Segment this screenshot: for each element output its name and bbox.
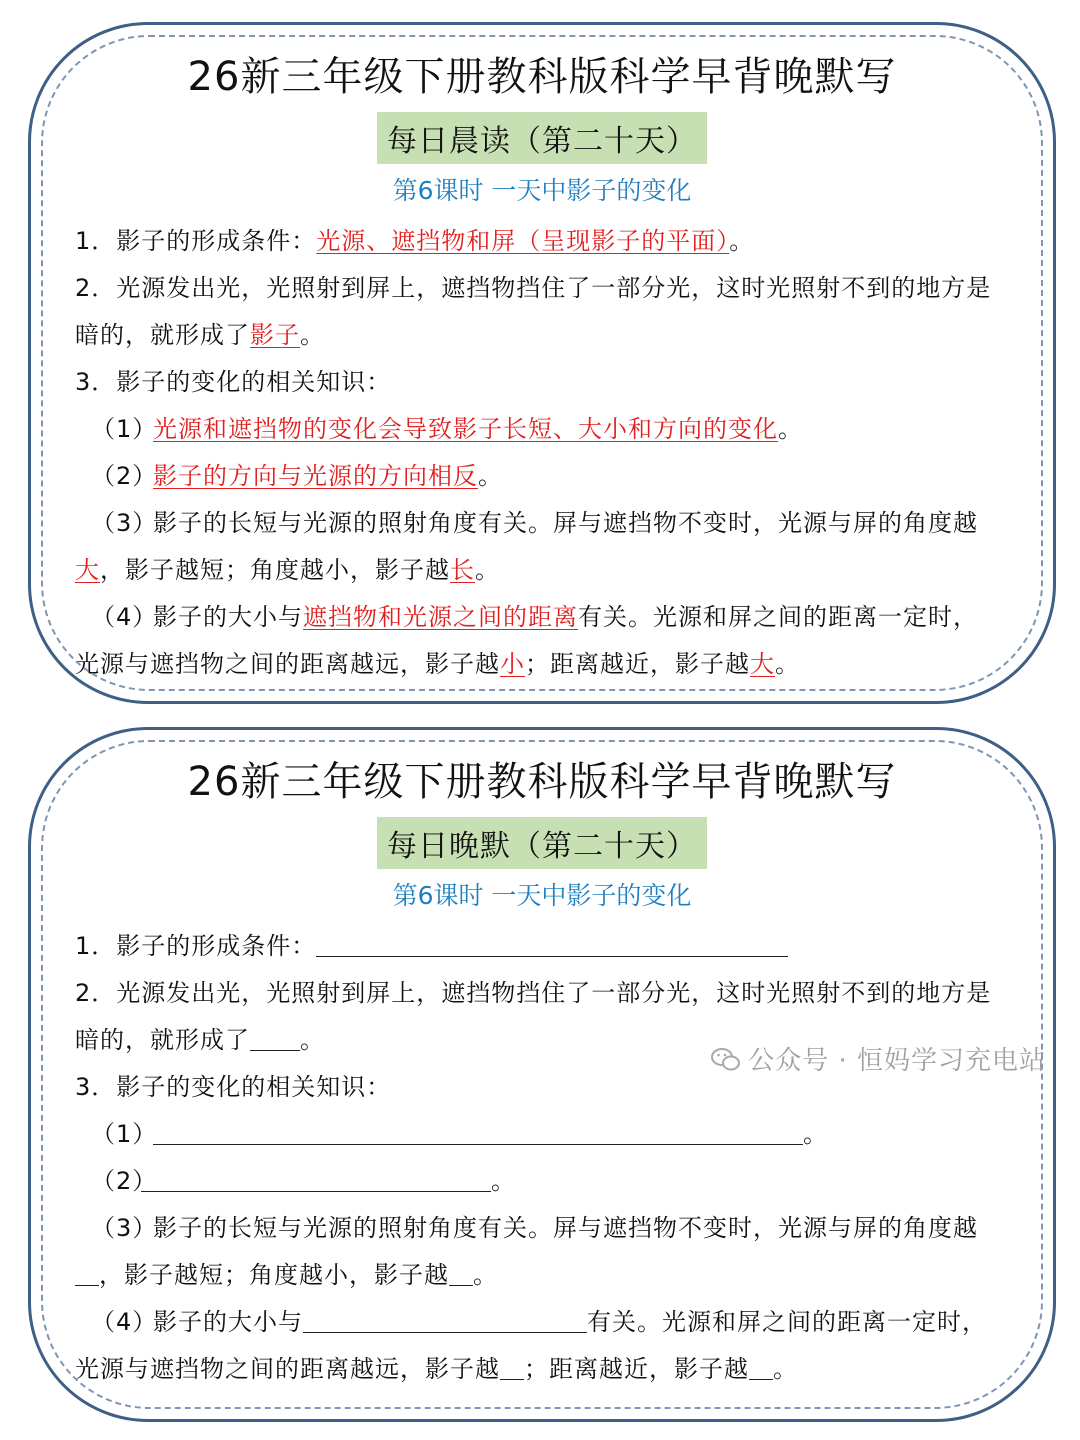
answer-text: 影子 (250, 321, 300, 349)
sub-item-1: （1） 。 (91, 1120, 828, 1148)
sub-item-4-line2: 光源与遮挡物之间的距离越远，影子越小；距离越近，影子越大。 (75, 650, 800, 678)
answer-text: 大 (750, 650, 775, 678)
sub-item-3-line2: 大，影子越短；角度越小，影子越长。 (75, 556, 500, 584)
answer-text: 小 (500, 650, 525, 678)
answer-text: 大 (75, 556, 100, 584)
watermark-text: 公众号 · 恒妈学习充电站 (748, 1046, 1046, 1076)
lesson-title: 第6课时 一天中影子的变化 (392, 881, 692, 910)
wechat-icon (710, 1046, 742, 1072)
watermark (710, 1040, 1046, 1077)
answer-text: 遮挡物和光源之间的距离 (303, 603, 578, 631)
question-3-title: 3．影子的变化的相关知识： (75, 368, 392, 396)
answer-text: 光源、遮挡物和屏（呈现影子的平面） (316, 227, 730, 255)
lesson-title: 第6课时 一天中影子的变化 (392, 176, 692, 205)
question-2-line2: 暗的，就形成了影子。 (75, 321, 325, 349)
sub-item-3-line1: （3）影子的长短与光源的照射角度有关。屏与遮挡物不变时，光源与屏的角度越 (91, 1214, 978, 1242)
sub-item-4-line2: 光源与遮挡物之间的距离越远，影子越 ；距离越近，影子越 。 (75, 1355, 798, 1383)
page-title: 26新三年级下册教科版科学早背晚默写 (187, 759, 897, 805)
answer-text: 长 (450, 556, 475, 584)
answer-blank[interactable] (75, 1261, 99, 1286)
question-1: 1．影子的形成条件： (75, 926, 1023, 961)
sub-item-1: （1）光源和遮挡物的变化会导致影子长短、大小和方向的变化。 (91, 415, 803, 443)
answer-text: 影子的方向与光源的方向相反 (153, 462, 478, 490)
question-2-line1: 2．光源发出光，光照射到屏上，遮挡物挡住了一部分光，这时光照射不到的地方是 (75, 979, 992, 1007)
sub-item-2: （2）影子的方向与光源的方向相反。 (91, 462, 503, 490)
sub-item-2: （2） 。 (91, 1167, 516, 1195)
answer-text: 光源和遮挡物的变化会导致影子长短、大小和方向的变化 (153, 415, 778, 443)
question-2-line1: 2．光源发出光，光照射到屏上，遮挡物挡住了一部分光，这时光照射不到的地方是 (75, 274, 992, 302)
question-2-line2: 暗的，就形成了 。 (75, 1026, 325, 1054)
answer-blank[interactable] (141, 1167, 491, 1192)
sub-item-4-line1: （4）影子的大小与 有关。光源和屏之间的距离一定时， (91, 1308, 987, 1336)
answer-blank[interactable] (500, 1355, 524, 1380)
answer-blank[interactable] (303, 1308, 587, 1333)
morning-reading-card (28, 22, 1056, 704)
evening-badge: 每日晚默（第二十天） (377, 817, 707, 869)
sub-item-4-line1: （4）影子的大小与遮挡物和光源之间的距离有关。光源和屏之间的距离一定时， (91, 603, 978, 631)
answer-blank[interactable] (749, 1355, 773, 1380)
sub-item-3-line2: ，影子越短；角度越小，影子越 。 (75, 1255, 1023, 1290)
answer-blank[interactable] (316, 932, 788, 957)
question-3-title: 3．影子的变化的相关知识： (75, 1073, 392, 1101)
answer-blank[interactable] (449, 1261, 473, 1286)
page-title: 26新三年级下册教科版科学早背晚默写 (187, 54, 897, 100)
answer-blank[interactable] (250, 1026, 300, 1051)
sub-item-3-line1: （3）影子的长短与光源的照射角度有关。屏与遮挡物不变时，光源与屏的角度越 (91, 509, 978, 537)
question-1: 1．影子的形成条件：光源、遮挡物和屏（呈现影子的平面）。 (75, 227, 755, 255)
answer-blank[interactable] (153, 1120, 803, 1145)
morning-badge: 每日晨读（第二十天） (377, 112, 707, 164)
